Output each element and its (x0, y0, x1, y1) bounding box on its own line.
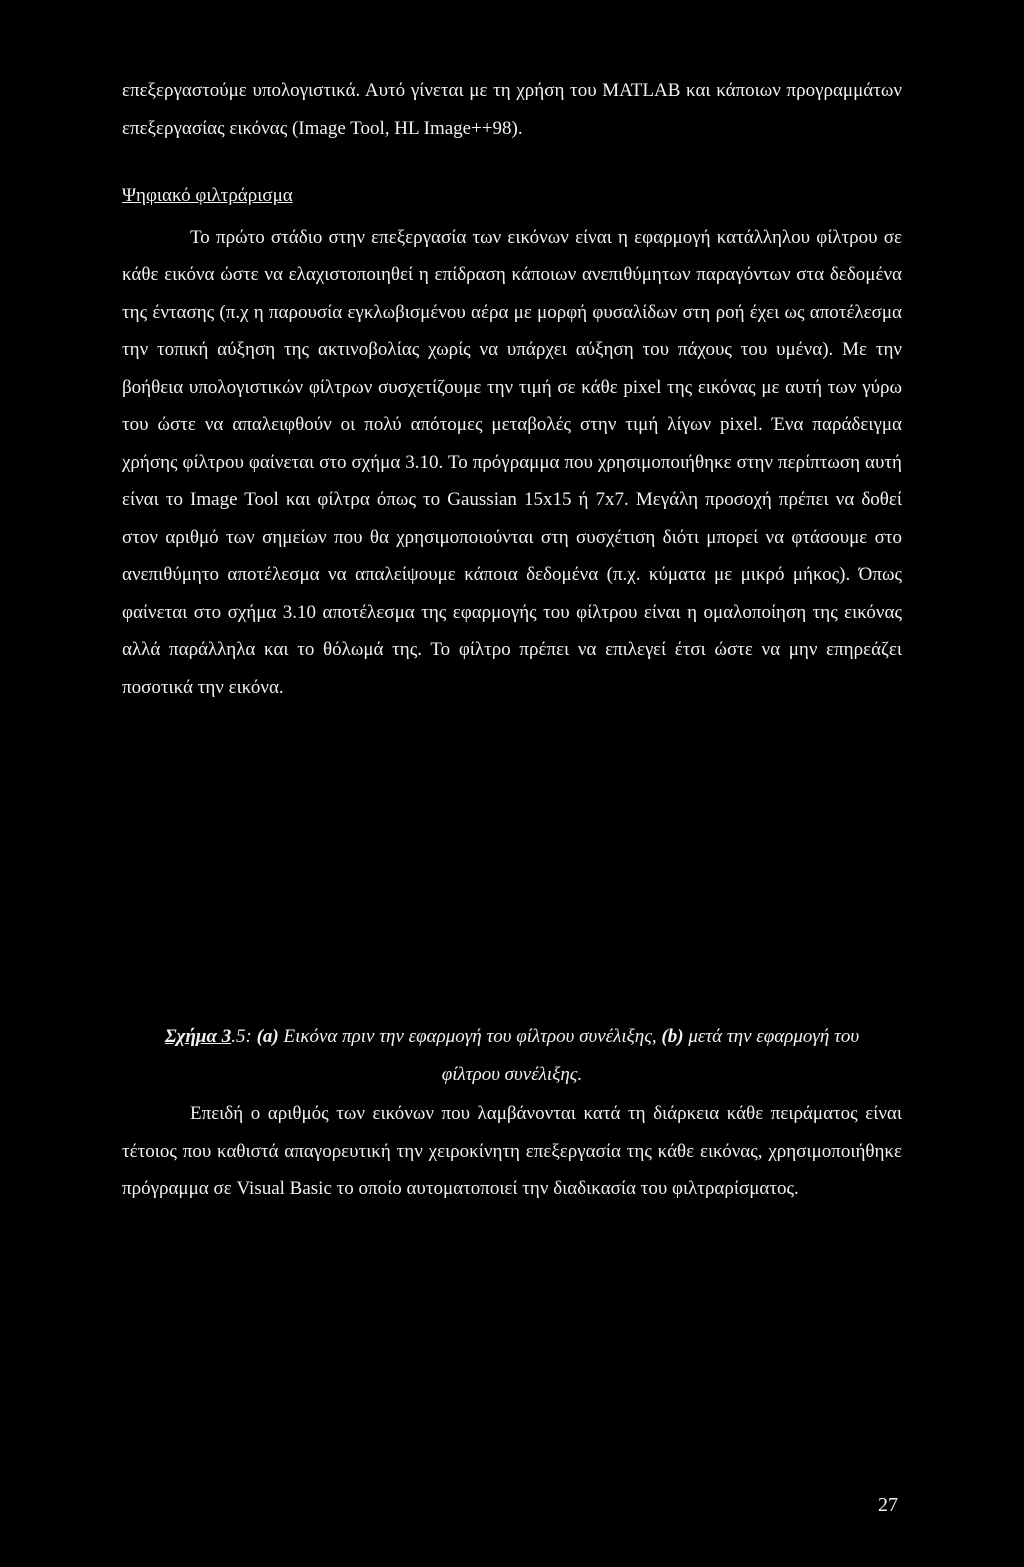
main-paragraph: Το πρώτο στάδιο στην επεξεργασία των εικόνων είναι η εφαρμογή κατάλληλου φίλτρου σε κάθε εικόνα ώστε να ελαχιστοποιηθεί η επίδραση κάποιων ανεπιθύμητων παραγόντων στα δεδομένα της έντασης (π.χ η παρουσία εγκλωβισμένου αέρα με μορφή φυσαλίδων στη ροή έχει ως αποτέλεσμα την τοπική αύξηση της ακτινοβολίας χωρίς να υπάρχει αύξηση του πάχους του υμένα). Με την βοήθεια υπολογιστικών φίλτρων συσχετίζουμε την τιμή σε κάθε pixel της εικόνας με αυτή των γύρω του ώστε να απαλειφθούν οι πολύ απότομες μεταβολές στην τιμή λίγων pixel. Ένα παράδειγμα χρήσης φίλτρου φαίνεται στο σχήμα 3.10. Το πρόγραμμα που χρησιμοποιήθηκε στην περίπτωση αυτή είναι το Image Tool και φίλτρα όπως το Gaussian 15x15 ή 7x7. Μεγάλη προσοχή πρέπει να δοθεί στον αριθμό των σημείων που θα χρησιμοποιούνται στη συσχέτιση διότι μπορεί να φτάσουμε στο ανεπιθύμητο αποτέλεσμα να απαλείψουμε κάποια δεδομένα (π.χ. κύματα με μικρό μήκος). Όπως φαίνεται στο σχήμα 3.10 αποτέλεσμα της εφαρμογής του φίλτρου είναι η ομαλοποίηση της εικόνας αλλά παράλληλα και το θόλωμά της. Το φίλτρο πρέπει να επιλεγεί έτσι ώστε να μην επηρεάζει ποσοτικά την εικόνα. (122, 226, 902, 698)
caption-tag-b: (b) (661, 1026, 684, 1047)
caption-separator: : (245, 1026, 257, 1047)
caption-part-b: μετά την εφαρμογή του φίλτρου συνέλιξης. (441, 1026, 860, 1085)
section-heading: Ψηφιακό φιλτράρισμα (122, 185, 293, 206)
page-number: 27 (878, 1494, 898, 1516)
figure-label: Σχήμα 3 (164, 1026, 232, 1047)
figure-number-rest: .5 (231, 1026, 246, 1047)
closing-paragraph: Επειδή ο αριθμός των εικόνων που λαμβάνονται κατά τη διάρκεια κάθε πειράματος είναι τέτοιος που καθιστά απαγορευτική την χειροκίνητη επεξεργασία της κάθε εικόνας, χρησιμοποιήθηκε πρόγραμμα σε Visual Basic το οποίο αυτοματοποιεί την διαδικασία του φιλτραρίσματος. (122, 1103, 902, 1199)
document-page (122, 72, 902, 1208)
intro-paragraph: επεξεργαστούμε υπολογιστικά. Αυτό γίνεται με τη χρήση του MATLAB και κάποιων προγραμμάτων επεξεργασίας εικόνας (Image Tool, HL Image++98). (122, 80, 902, 139)
caption-tag-a: (a) (256, 1026, 279, 1047)
figure-placeholder (122, 706, 902, 1018)
caption-part-a: Εικόνα πριν την εφαρμογή του φίλτρου συνέλιξης, (278, 1026, 662, 1047)
figure-caption (142, 1018, 882, 1093)
